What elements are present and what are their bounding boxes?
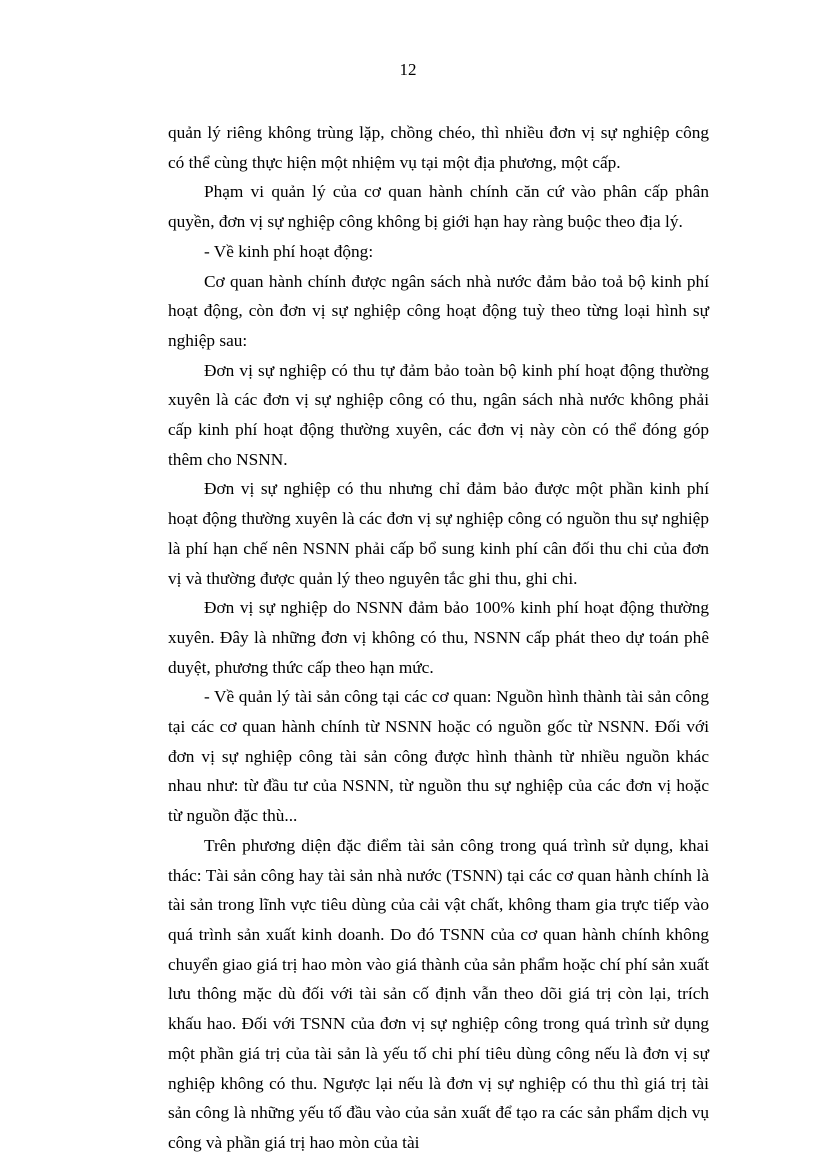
paragraph: Phạm vi quản lý của cơ quan hành chính căn cứ vào phân cấp phân quyền, đơn vị sự nghiệp công không bị giới hạn hay ràng buộc theo địa lý. — [168, 182, 709, 232]
paragraph: Cơ quan hành chính được ngân sách nhà nước đảm bảo toả bộ kinh phí hoạt động, còn đơn vị sự nghiệp công hoạt động tuỳ theo từng loại hình sự nghiệp sau: — [168, 271, 709, 350]
paragraph: Đơn vị sự nghiệp do NSNN đảm bảo 100% kinh phí hoạt động thường xuyên. Đây là những đơn vị không có thu, NSNN cấp phát theo dự toán phê duyệt, phương thức cấp theo hạn mức. — [168, 598, 709, 677]
section-heading-funding: - Về kinh phí hoạt động: — [204, 241, 374, 261]
paragraph-asset-management: - Về quản lý tài sản công tại các cơ quan: Nguồn hình thành tài sản công tại các cơ quan hành chính từ NSNN hoặc có nguồn gốc từ NSNN. Đối với đơn vị sự nghiệp công tài sản công được hình thành từ nhiều nguồn khác nhau như: từ đầu tư của NSNN, từ nguồn thu sự nghiệp của các đơn vị hoặc từ nguồn đặc thù... — [168, 687, 709, 826]
paragraph: Đơn vị sự nghiệp có thu tự đảm bảo toàn bộ kinh phí hoạt động thường xuyên là các đơn vị sự nghiệp công có thu, ngân sách nhà nước không phải cấp kinh phí hoạt động thường xuyên, các đơn vị này còn có thể đóng góp thêm cho NSNN. — [168, 360, 709, 469]
page-number: 12 — [399, 60, 417, 79]
paragraph-continuation: quản lý riêng không trùng lặp, chồng chéo, thì nhiều đơn vị sự nghiệp công có thể cùng thực hiện một nhiệm vụ tại một địa phương, một cấp. — [168, 123, 709, 172]
document-body — [168, 118, 709, 1158]
paragraph: Trên phương diện đặc điểm tài sản công trong quá trình sử dụng, khai thác: Tài sản công hay tài sản nhà nước (TSNN) tại các cơ quan hành chính là tài sản trong lĩnh vực tiêu dùng của cải vật chất, không tham gia trực tiếp vào quá trình sản xuất kinh doanh. Do đó TSNN của cơ quan hành chính không chuyển giao giá trị hao mòn vào giá thành của sản phẩm hoặc chí phí sản xuất lưu thông mặc dù đối với tài sản cố định vẫn theo dõi giá trị còn lại, trích khấu hao. Đối với TSNN của đơn vị sự nghiệp công trong quá trình sử dụng một phần giá trị của tài sản là yếu tố chi phí tiêu dùng công nếu là đơn vị sự nghiệp không có thu. Ngược lại nếu là đơn vị sự nghiệp có thu thì giá trị tài sản công là những yếu tố đầu vào của sản xuất để tạo ra các sản phẩm dịch vụ công và phần giá trị hao mòn của tài — [168, 835, 709, 1152]
paragraph: Đơn vị sự nghiệp có thu nhưng chỉ đảm bảo được một phần kinh phí hoạt động thường xuyên là các đơn vị sự nghiệp công có nguồn thu sự nghiệp là phí hạn chế nên NSNN phải cấp bổ sung kinh phí cân đối thu chi của đơn vị và thường được quản lý theo nguyên tắc ghi thu, ghi chi. — [168, 479, 709, 588]
